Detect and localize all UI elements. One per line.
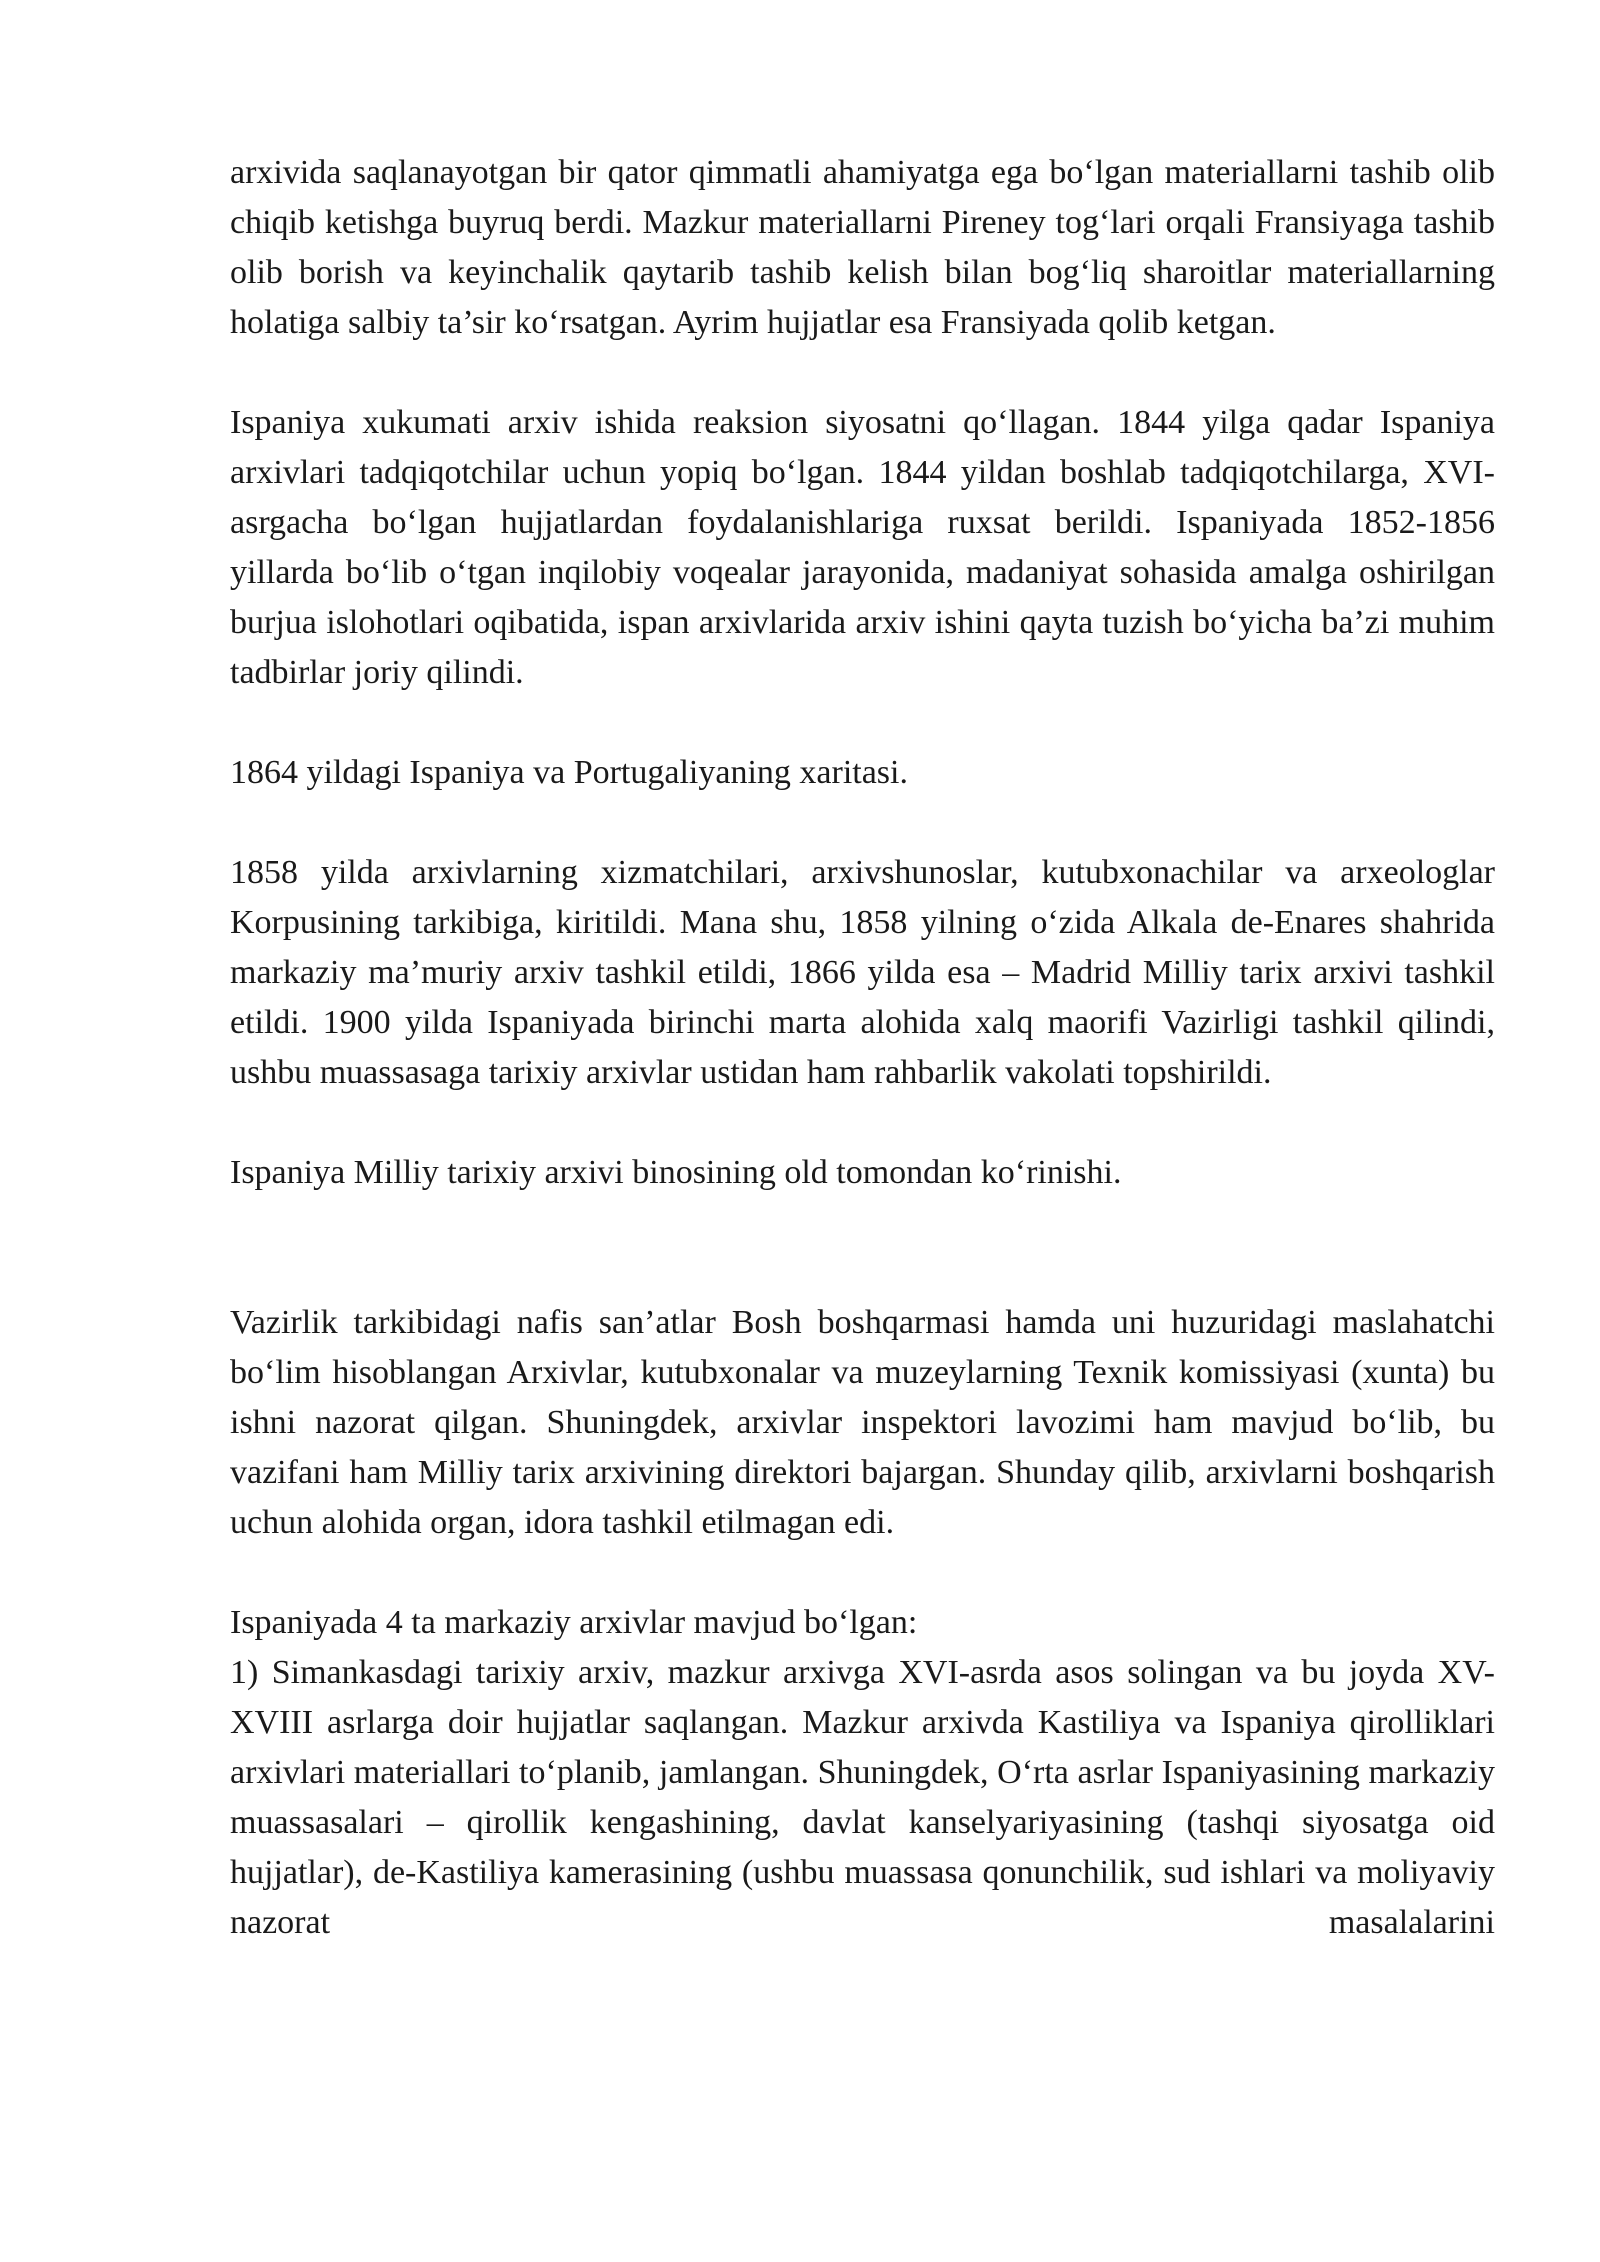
paragraph-archive-transfer: arxivida saqlanayotgan bir qator qimmatli ahamiyatga ega bo‘lgan materiallarni tashib olib chiqib ketishga buyruq berdi. Mazkur materiallarni Pireney tog‘lari orqali Fransiyaga tashib olib borish va keyinchalik qaytarib tashib kelish bilan bog‘liq sharoitlar materiallarning holatiga salbiy ta’sir ko‘rsatgan. Ayrim hujjatlar esa Fransiyada qolib ketgan. xyxy=(230,154,1495,341)
paragraph-1858-reforms: 1858 yilda arxivlarning xizmatchilari, arxivshunoslar, kutubxonachilar va arxeologlar Korpusining tarkibiga, kiritildi. Mana shu, 1858 yilning o‘zida Alkala de-Enares shahrida markaziy ma’muriy arxiv tashkil etildi, 1866 yilda esa – Madrid Milliy tarix arxivi tashkil etildi. 1900 yilda Ispaniyada birinchi marta alohida xalq maorifi Vazirligi tashkil qilindi, ushbu muassasaga tarixiy arxivlar ustidan ham rahbarlik vakolati topshirildi. xyxy=(230,854,1495,1091)
paragraph-ministry-control: Vazirlik tarkibidagi nafis san’atlar Bosh boshqarmasi hamda uni huzuridagi maslahatchi bo‘lim hisoblangan Arxivlar, kutubxonalar va muzeylarning Texnik komissiyasi (xunta) bu ishni nazorat qilgan. Shuningdek, arxivlar inspektori lavozimi ham mavjud bo‘lib, bu vazifani ham Milliy tarix arxivining direktori bajargan. Shunday qilib, arxivlarni boshqarish uchun alohida organ, idora tashkil etilmagan edi. xyxy=(230,1304,1495,1541)
caption-archive-building: Ispaniya Milliy tarixiy arxivi binosining old tomondan ko‘rinishi. xyxy=(230,1154,1122,1191)
paragraph-central-archives-intro: Ispaniyada 4 ta markaziy arxivlar mavjud bo‘lgan: xyxy=(230,1604,918,1641)
document-body xyxy=(230,148,1495,1998)
list-item-simancas-archive: 1) Simankasdagi tarixiy arxiv, mazkur arxivga XVI-asrda asos solingan va bu joyda XV-XVIII asrlarga doir hujjatlar saqlangan. Mazkur arxivda Kastiliya va Ispaniya qirolliklari arxivlari materiallari to‘planib, jamlangan. Shuningdek, O‘rta asrlar Ispaniyasining markaziy muassasalari – qirollik kengashining, davlat kanselyariyasining (tashqi siyosatga oid hujjatlar), de-Kastiliya kamerasining (ushbu muassasa qonunchilik, sud ishlari va moliyaviy nazorat masalalarini xyxy=(230,1654,1495,1941)
caption-map-1864: 1864 yildagi Ispaniya va Portugaliyaning xaritasi. xyxy=(230,754,908,791)
paragraph-spanish-policy: Ispaniya xukumati arxiv ishida reaksion siyosatni qo‘llagan. 1844 yilga qadar Ispaniya arxivlari tadqiqotchilar uchun yopiq bo‘lgan. 1844 yildan boshlab tadqiqotchilarga, XVI-asrgacha bo‘lgan hujjatlardan foydalanishlariga ruxsat berildi. Ispaniyada 1852-1856 yillarda bo‘lib o‘tgan inqilobiy voqealar jarayonida, madaniyat sohasida amalga oshirilgan burjua islohotlari oqibatida, ispan arxivlarida arxiv ishini qayta tuzish bo‘yicha ba’zi muhim tadbirlar joriy qilindi. xyxy=(230,404,1495,691)
